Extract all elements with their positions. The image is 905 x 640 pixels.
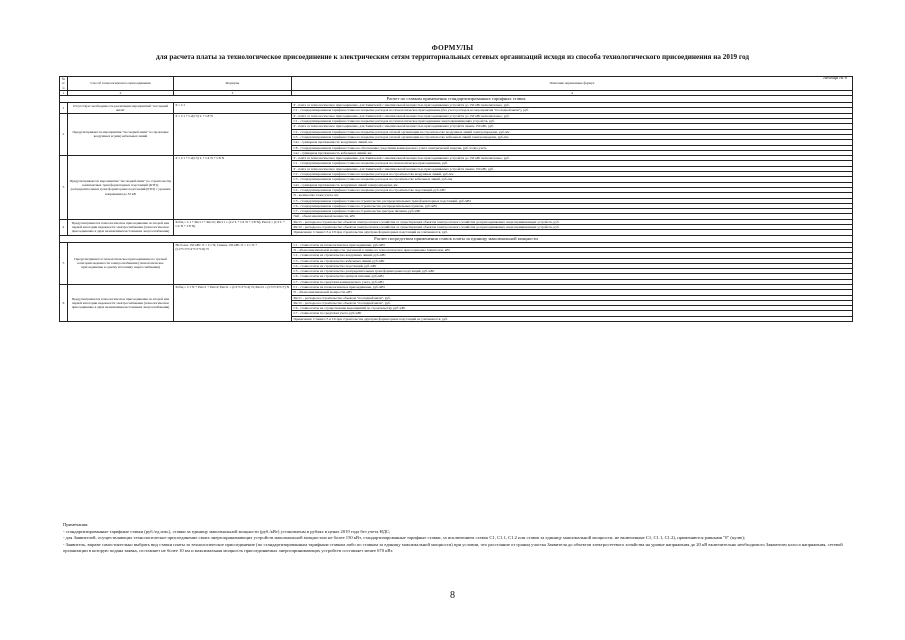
row-number: 4 bbox=[60, 219, 68, 235]
row-number: 2 bbox=[60, 113, 68, 155]
col-number: 2 bbox=[68, 90, 174, 95]
formula-cell: Р = С1 bbox=[174, 103, 292, 114]
formula-cell: Не более 150 кВт: Р = С1·N; Свыше 150 кВт: Р = С1·N + (С2+С3+С4+С5+С6)·N bbox=[174, 242, 292, 284]
table-header-row bbox=[60, 77, 853, 91]
note-item: - Заявитель, вправе самостоятельно выбрать вид ставки платы за технологическое присоединение (по стандартизированным тарифным ставкам либо по ставкам за единицу максимальной мощности) при условии, что расстояние от границ участка Заявителя до объектов электросетевого хозяйства на уровне напряжения до 20 кВ включительно необходимого Заявителю класса напряжения, сетевой организации в которую подана заявка, составляет не более 10 км и максимальная мощность присоединяемых энергопринимающих устройств составляет менее 670 кВт. bbox=[63, 541, 843, 554]
header-formula: Формулы bbox=[174, 77, 292, 91]
description-cell: Примечание: Ставки С3 и С8 при строительстве двухтрансформаторных подстанций не учитываются, руб. bbox=[292, 230, 853, 235]
document-subtitle: для расчета платы за технологическое присоединение к электрическим сетям территориальных сетевых организаций исходя из способа технологического присоединения на 2019 год bbox=[155, 53, 750, 61]
description-cell: С6 - ставка платы на осуществление мероприятий по строительству, руб./кВт bbox=[292, 306, 853, 311]
notes bbox=[63, 522, 853, 555]
section-heading-row bbox=[60, 96, 853, 103]
description-cell: С3 - ставка платы на строительство кабельных линий, руб./кВт bbox=[292, 258, 853, 263]
note-item: - для Заявителей, осуществляющих технологическое присоединение своих энергопринимающих устройств максимальной мощностью не более 150 кВт, стандартизированные тарифные ставки, за исключением ставок С1, С1.1, С1.2 или ставок за единицу максимальной мощности, не включенные С1, С1.1, С1.2), применяются равными "0" (нулю); bbox=[63, 535, 746, 541]
table-number: Таблица № 8 bbox=[822, 75, 847, 80]
method-cell: Предусматривается технологическое присоединение по третьей категории надежности электроснабжения (технологическое присоединение к одному источнику энергоснабжения) bbox=[68, 242, 174, 284]
row-number: 3 bbox=[60, 156, 68, 220]
section-heading-row bbox=[60, 235, 853, 242]
description-cell: Р - плата за технологическое присоединение, для Заявителей с максимальной мощностью присоединяемых устройств свыше 150 кВт, руб. bbox=[292, 124, 853, 129]
description-cell: С7 - стандартизированная тарифная ставка на строительство центров питания, руб./кВт bbox=[292, 209, 853, 214]
method-cell: Предусматриваются мероприятия "последней мили" по строительству комплектных трансформаторных подстанций (КТП), распределительных трансформаторных подстанций (РТП) с уровнем напряжения до 35 кВ bbox=[68, 156, 174, 220]
description-cell: С1 - стандартизированная тарифная ставка на покрытие расходов на технологическое присоединение (без учета расходов на мероприятия "последней мили"), руб. bbox=[292, 108, 853, 113]
header-method: Способ технологического присоединения bbox=[68, 77, 174, 91]
description-cell: С1 - ставка платы на технологическое присоединение, руб./кВт bbox=[292, 242, 853, 247]
row-number: 1 bbox=[60, 103, 68, 114]
description-cell: С6 - ставка платы на строительство центров питания, руб./кВт bbox=[292, 274, 853, 279]
description-cell: С7 - ставка платы по средствам учета, руб./кВт bbox=[292, 311, 853, 316]
section-heading: Расчет посредством применения ставок платы за единицу максимальной мощности bbox=[60, 235, 853, 242]
header-num: № п/п bbox=[60, 77, 68, 91]
header-desc: Описание переменных формул bbox=[292, 77, 853, 91]
description-cell: С5 - ставка платы на строительство распределительных трансформаторных подстанций, руб./кВт bbox=[292, 269, 853, 274]
method-cell: Отсутствует необходимость реализации мероприятий "последней мили" bbox=[68, 103, 174, 114]
description-cell: Рист2 - расходы на строительство объектов электросетевого хозяйства от существующих объектов электросетевого хозяйства до присоединяемых энергопринимающих устройств, руб. bbox=[292, 225, 853, 230]
note-item: - стандартизированные тарифные ставки (руб./ед.изм.), ставки за единицу максимальной мощности (руб./кВт) установлены в рублях в ценах 2019 года без учета НДС; bbox=[63, 528, 391, 534]
description-cell: N - количество точек учета, шт. bbox=[292, 193, 853, 198]
description-cell: Рист1 - расходы на строительство объектов "последней мили", руб. bbox=[292, 295, 853, 300]
formula-cell: Р = С1 + С2(С3)·L + С4·N + С8·N bbox=[174, 156, 292, 220]
description-cell: Lвл - суммарная протяженность воздушных линий, км bbox=[292, 140, 853, 145]
description-cell: С2 - стандартизированная тарифная ставка на покрытие расходов на строительство воздушных линий, руб./км bbox=[292, 172, 853, 177]
formula-cell: Робщ = С1·N + Рист1 + Рист2; Рист1 = (С2+С3+С4)·N; Рист2 = (С5+С6+С7)·N bbox=[174, 284, 292, 321]
description-cell: С2 - стандартизированная тарифная ставка на покрытие расходов сетевой организации на строительство воздушных линий электропередачи, руб./км bbox=[292, 129, 853, 134]
description-cell: N - объем максимальной мощности, кВт bbox=[292, 290, 853, 295]
formula-cell: Робщ = С1 + Рист1 + Рист2; Рист1 = (С2·L + С4·N + С8·N); Рист2 = (С3·L + С4·N + С8·N) bbox=[174, 219, 292, 235]
description-cell: С1 - стандартизированная тарифная ставка на покрытие расходов на технологическое присоединение энергопринимающих устройств, руб. bbox=[292, 119, 853, 124]
col-number: 4 bbox=[292, 90, 853, 95]
col-number: 1 bbox=[60, 90, 68, 95]
description-cell: Рист1 - расходы на строительство объектов электросетевого хозяйства от существующих объектов электросетевого хозяйства до присоединяемых энергопринимающих устройств, руб. bbox=[292, 219, 853, 224]
col-number: 3 bbox=[174, 90, 292, 95]
description-cell: Р - плата за технологическое присоединение, для Заявителей с максимальной мощностью присоединяемых устройств до 150 кВт включительно, руб. bbox=[292, 103, 853, 108]
description-cell: Lкл - суммарная протяженность кабельных линий, км bbox=[292, 150, 853, 155]
description-cell: Р - плата за технологическое присоединение, для Заявителей с максимальной мощностью присоединяемых устройств до 150 кВт включительно, руб. bbox=[292, 113, 853, 118]
description-cell: N - объем максимальной мощности, указанной в заявке на технологическое присоединение Заявителем, кВт bbox=[292, 247, 853, 252]
description-cell: С8 - стандартизированная тарифная ставка на обеспечение средствами коммерческого учета электрической энергии, руб./точка учета bbox=[292, 145, 853, 150]
description-cell: С2 - ставка платы на строительство воздушных линий, руб./кВт bbox=[292, 253, 853, 258]
method-cell: Предусматривается технологическое присоединение по второй или первой категории надежности электроснабжения (технологическое присоединение к двум независимым источникам энергоснабжения) bbox=[68, 219, 174, 235]
description-cell: Р - плата за технологическое присоединение, для Заявителей с максимальной мощностью присоединяемых устройств до 150 кВт включительно, руб. bbox=[292, 156, 853, 161]
description-cell: С5 - стандартизированная тарифная ставка на строительство распределительных трансформаторных подстанций, руб./кВт bbox=[292, 198, 853, 203]
description-cell: С6 - стандартизированная тарифная ставка на строительство распределительных пунктов, руб./кВт bbox=[292, 203, 853, 208]
description-cell: Р - плата за технологическое присоединение, для Заявителей с максимальной мощностью присоединяемых устройств свыше 150 кВт, руб. bbox=[292, 166, 853, 171]
description-cell: Примечание: Ставки С5 и С6 при строительстве двухтрансформаторных подстанций не учитываются, руб. bbox=[292, 316, 853, 321]
description-cell: Nкб - объем максимальной мощности, кВт bbox=[292, 214, 853, 219]
description-cell: С7 - ставка платы по средствам коммерческого учета, руб./кВт bbox=[292, 279, 853, 284]
section-heading: Расчет по ставкам применения стандартизированных тарифных ставок bbox=[60, 96, 853, 103]
notes-heading: Примечания: bbox=[63, 522, 89, 527]
formula-cell: Р = С1 + С2(С3)·L + С8·N bbox=[174, 113, 292, 155]
document-title: ФОРМУЛЫ bbox=[431, 44, 474, 52]
page-number: 8 bbox=[450, 590, 455, 601]
method-cell: Предусматривается технологическое присоединение по второй или первой категории надежности электроснабжения (технологическое присоединение к двум независимым источникам энергоснабжения) bbox=[68, 284, 174, 321]
formulas-table bbox=[59, 76, 853, 322]
description-cell: С3 - стандартизированная тарифная ставка на покрытие расходов на строительство кабельных линий, руб./км bbox=[292, 177, 853, 182]
row-number: 6 bbox=[60, 284, 68, 321]
method-cell: Предусматриваются мероприятия "последней мили" по прокладке воздушных и (или) кабельных линий bbox=[68, 113, 174, 155]
description-cell: С1 - стандартизированная тарифная ставка на покрытие расходов на технологическое присоединение, руб. bbox=[292, 161, 853, 166]
description-cell: Lвл - суммарная протяженность воздушных линий электропередачи, км bbox=[292, 182, 853, 187]
description-cell: С4 - стандартизированная тарифная ставка на покрытие расходов на строительство подстанций, руб./кВт bbox=[292, 187, 853, 192]
description-cell: С4 - ставка платы на строительство подстанций, руб./кВт bbox=[292, 263, 853, 268]
description-cell: Рист2 - расходы на строительство объектов "последней мили", руб. bbox=[292, 300, 853, 305]
description-cell: С1 - ставка платы на технологическое присоединение, руб./кВт bbox=[292, 284, 853, 289]
row-number: 5 bbox=[60, 242, 68, 284]
description-cell: С3 - стандартизированная тарифная ставка на покрытие расходов сетевой организации на строительство кабельных линий электропередачи, руб./км bbox=[292, 134, 853, 139]
